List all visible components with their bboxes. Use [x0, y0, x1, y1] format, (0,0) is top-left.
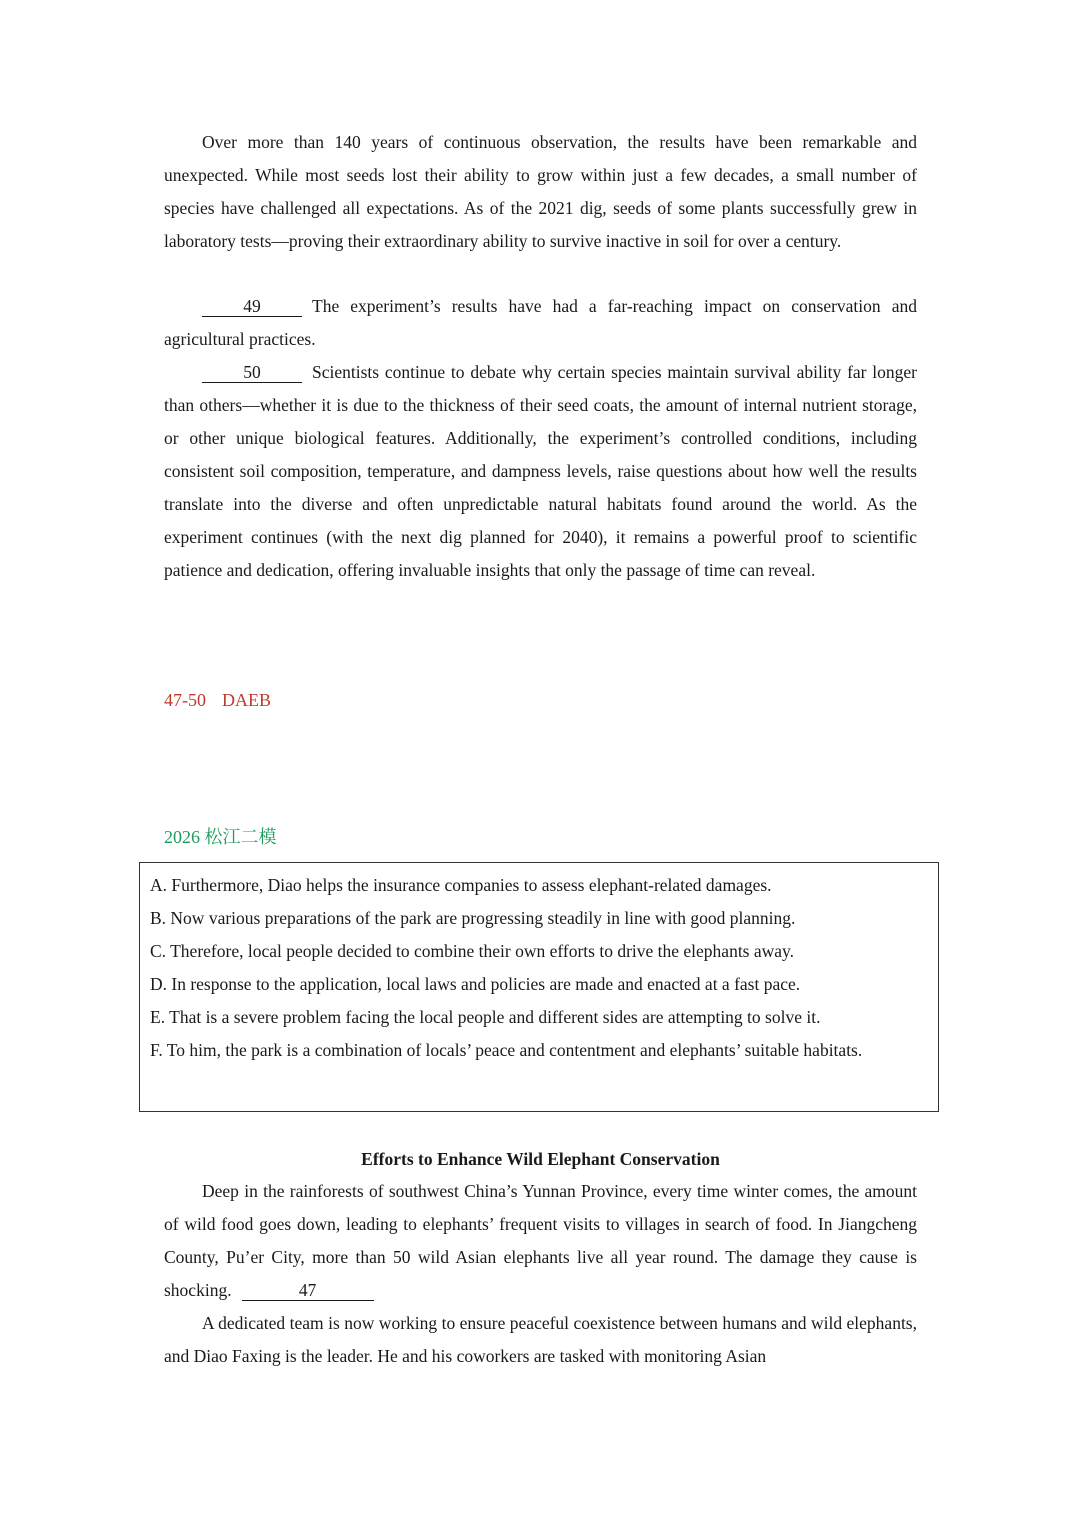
passage1-paragraph-1: Over more than 140 years of continuous observation, the results have been remarkable and unexpected. While most seeds lost their ability to grow within just a few decades, a small number of species have challenged all expectations. As of the 2021 dig, seeds of some plants successfully grew in laboratory tests—proving their extraordinary ability to survive inactive in soil for over a century. [164, 132, 917, 251]
option-a: A. Furthermore, Diao helps the insurance companies to assess elephant-related damages. [150, 875, 772, 895]
passage1-paragraph-2-text: The experiment’s results have had a far-reaching impact on conservation and agricultural practices. [164, 296, 917, 349]
option-e: E. That is a severe problem facing the local people and different sides are attempting to solve it. [150, 1007, 821, 1027]
option-c: C. Therefore, local people decided to combine their own efforts to drive the elephants away. [150, 941, 795, 961]
answer-letters: DAEB [222, 690, 271, 710]
option-d: D. In response to the application, local laws and policies are made and enacted at a fast pace. [150, 974, 801, 994]
passage1-paragraph-3-text: Scientists continue to debate why certain species maintain survival ability far longer than others—whether it is due to the thickness of their seed coats, the amount of internal nutrient storage, or other unique biological features. Additionally, the experiment’s controlled conditions, including consistent soil composition, temperature, and dampness levels, raise questions about how well the results translate into the diverse and often unpredictable natural habitats found around the world. As the experiment continues (with the next dig planned for 2040), it remains a powerful proof to scientific patience and dedication, offering invaluable insights that only the passage of time can reveal. [164, 362, 917, 580]
option-f: F. To him, the park is a combination of locals’ peace and contentment and elephants’ suitable habitats. [150, 1040, 863, 1060]
answer-key [164, 687, 271, 713]
source-label: 2026 松江二模 [164, 827, 277, 847]
blank-49: 49 [202, 296, 302, 317]
option-b: B. Now various preparations of the park are progressing steadily in line with good planning. [150, 908, 796, 928]
blank-50: 50 [202, 362, 302, 383]
answer-range: 47-50 [164, 690, 206, 710]
passage2-paragraph-2: A dedicated team is now working to ensure peaceful coexistence between humans and wild elephants, and Diao Faxing is the leader. He and his coworkers are tasked with monitoring Asian [164, 1313, 917, 1366]
passage1-paragraph-3 [164, 356, 917, 587]
passage2-paragraph-1 [164, 1175, 917, 1307]
blank-47: 47 [242, 1280, 374, 1301]
passage1-paragraph-2 [164, 290, 917, 356]
passage2-title: Efforts to Enhance Wild Elephant Conservation [361, 1149, 720, 1169]
options-box [139, 862, 939, 1112]
passage2-paragraph-1-text: Deep in the rainforests of southwest China’s Yunnan Province, every time winter comes, the amount of wild food goes down, leading to elephants’ frequent visits to villages in search of food. In Jiangcheng County, Pu’er City, more than 50 wild Asian elephants live all year round. The damage they cause is shocking. [164, 1181, 917, 1300]
